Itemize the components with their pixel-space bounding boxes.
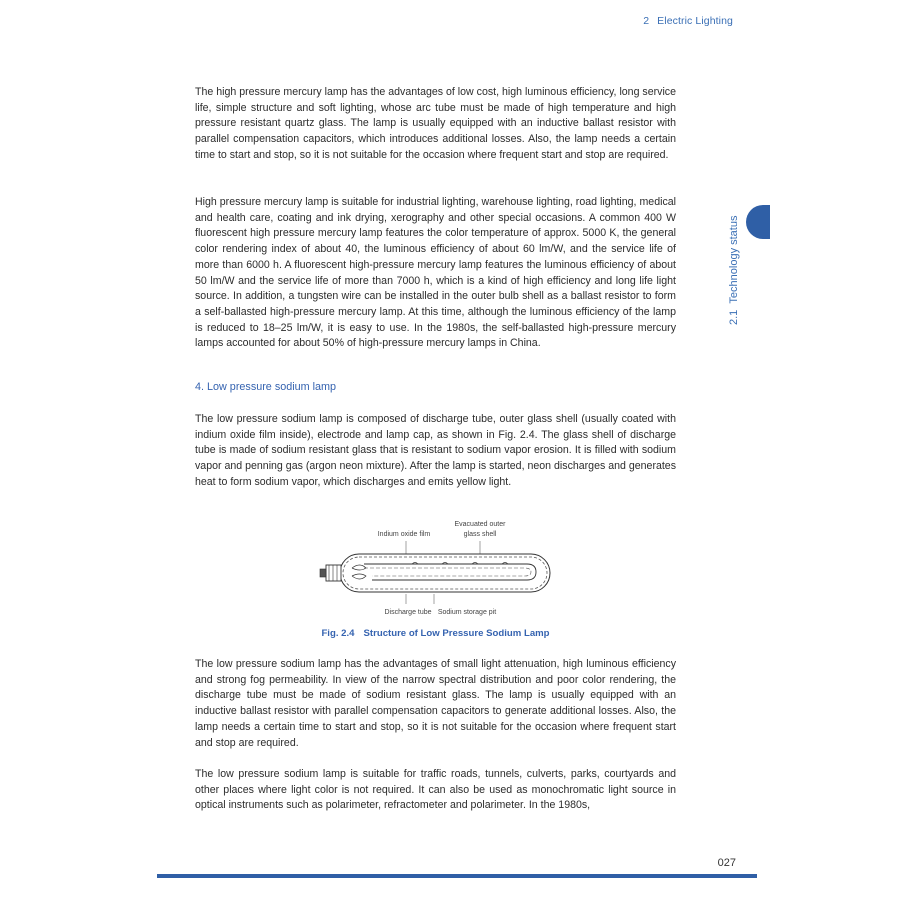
paragraph-4: The low pressure sodium lamp has the advantages of small light attenuation, high luminous efficiency and strong fog permeability. In view of the narrow spectral distribution and poor color rendering, the discharge tube must be made of sodium resistant glass. The lamp is usually equipped with an inductive ballast resistor with parallel compensation capacitors to generate additional losses. Also, the lamp needs a certain time to start and stop, so it is not suitable for the occasion where frequent start and stop are required.	[195, 658, 676, 749]
paragraph-block-4	[195, 657, 676, 751]
chapter-number: 2	[643, 15, 650, 27]
lamp-pin	[320, 569, 326, 577]
section-side-label	[728, 216, 740, 325]
figure-title: Structure of Low Pressure Sodium Lamp	[363, 628, 550, 639]
label-evacuated-outer: Evacuated outer	[454, 521, 506, 528]
figure-number: Fig. 2.4	[321, 628, 355, 639]
footer-rule	[157, 874, 757, 878]
outer-glass-shell	[340, 554, 550, 592]
paragraph-block-3	[195, 412, 676, 491]
paragraph-block-5	[195, 767, 676, 814]
paragraph-block-1	[195, 85, 676, 164]
label-sodium-storage-pit: Sodium storage pit	[437, 609, 497, 616]
lamp-cap	[326, 565, 341, 581]
paragraph-block-2	[195, 195, 676, 352]
lamp-diagram	[312, 516, 562, 622]
figure-caption	[195, 628, 676, 639]
paragraph-1: The high pressure mercury lamp has the advantages of low cost, high luminous efficiency, long service life, simple structure and soft lighting, whose arc tube must be made of high temperature and high pressure resistant quartz glass. The lamp is usually equipped with an inductive ballast resistor with parallel compensation capacitors, which introduces additional losses. Also, the lamp needs a certain time to start and stop, so it is not suitable for the occasion where frequent start and stop are required.	[195, 86, 676, 161]
label-discharge-tube: Discharge tube	[384, 609, 432, 616]
paragraph-5: The low pressure sodium lamp is suitable for traffic roads, tunnels, culverts, parks, courtyards and other places where light color is not required. It can also be used as monochromatic light source in optical instruments such as polarimeter, refractometer and polarimeter. In the 1980s,	[195, 768, 676, 812]
label-indium-oxide-film: Indium oxide film	[377, 531, 431, 538]
section-heading: 4. Low pressure sodium lamp	[195, 381, 337, 393]
paragraph-2: High pressure mercury lamp is suitable for industrial lighting, warehouse lighting, road lighting, medical and health care, coating and ink drying, xerography and other special occasions. A common 400 W fluorescent high pressure mercury lamp features the color temperature of approx. 5000 K, the general color rendering index of about 40, the luminous efficiency of about 60 lm/W, and the service life of more than 6000 h. A fluorescent high-pressure mercury lamp features the luminous efficiency of about 50 lm/W and the service life of more than 7000 h, which is a kind of high efficiency and long life light source. In addition, a tungsten wire can be installed in the outer bulb shell as a ballast resistor to form a self-ballasted high-pressure mercury lamp. At this time, although the luminous efficiency of the lamp is reduced to 18–25 lm/W, it is easy to use. In the 1980s, the self-ballasted high-pressure mercury lamps accounted for about 50% of high-pressure mercury lamps in China.	[195, 196, 676, 350]
section-number: 2.1	[728, 309, 740, 325]
running-header	[643, 15, 733, 27]
chapter-title: Electric Lighting	[657, 15, 733, 27]
paragraph-3: The low pressure sodium lamp is composed of discharge tube, outer glass shell (usually coated with indium oxide film inside), electrode and lamp cap, as shown in Fig. 2.4. The glass shell of discharge tube is made of sodium resistant glass that is resistant to sodium vapor erosion. It is filled with sodium vapor and penning gas (argon neon mixture). After the lamp is started, neon discharges and generates heat to form sodium vapor, which discharges and emits yellow light.	[195, 413, 676, 488]
page-number: 027	[717, 857, 736, 869]
section-title: Technology status	[728, 215, 740, 304]
section-tab-marker	[746, 205, 770, 239]
label-glass-shell: glass shell	[463, 531, 497, 538]
